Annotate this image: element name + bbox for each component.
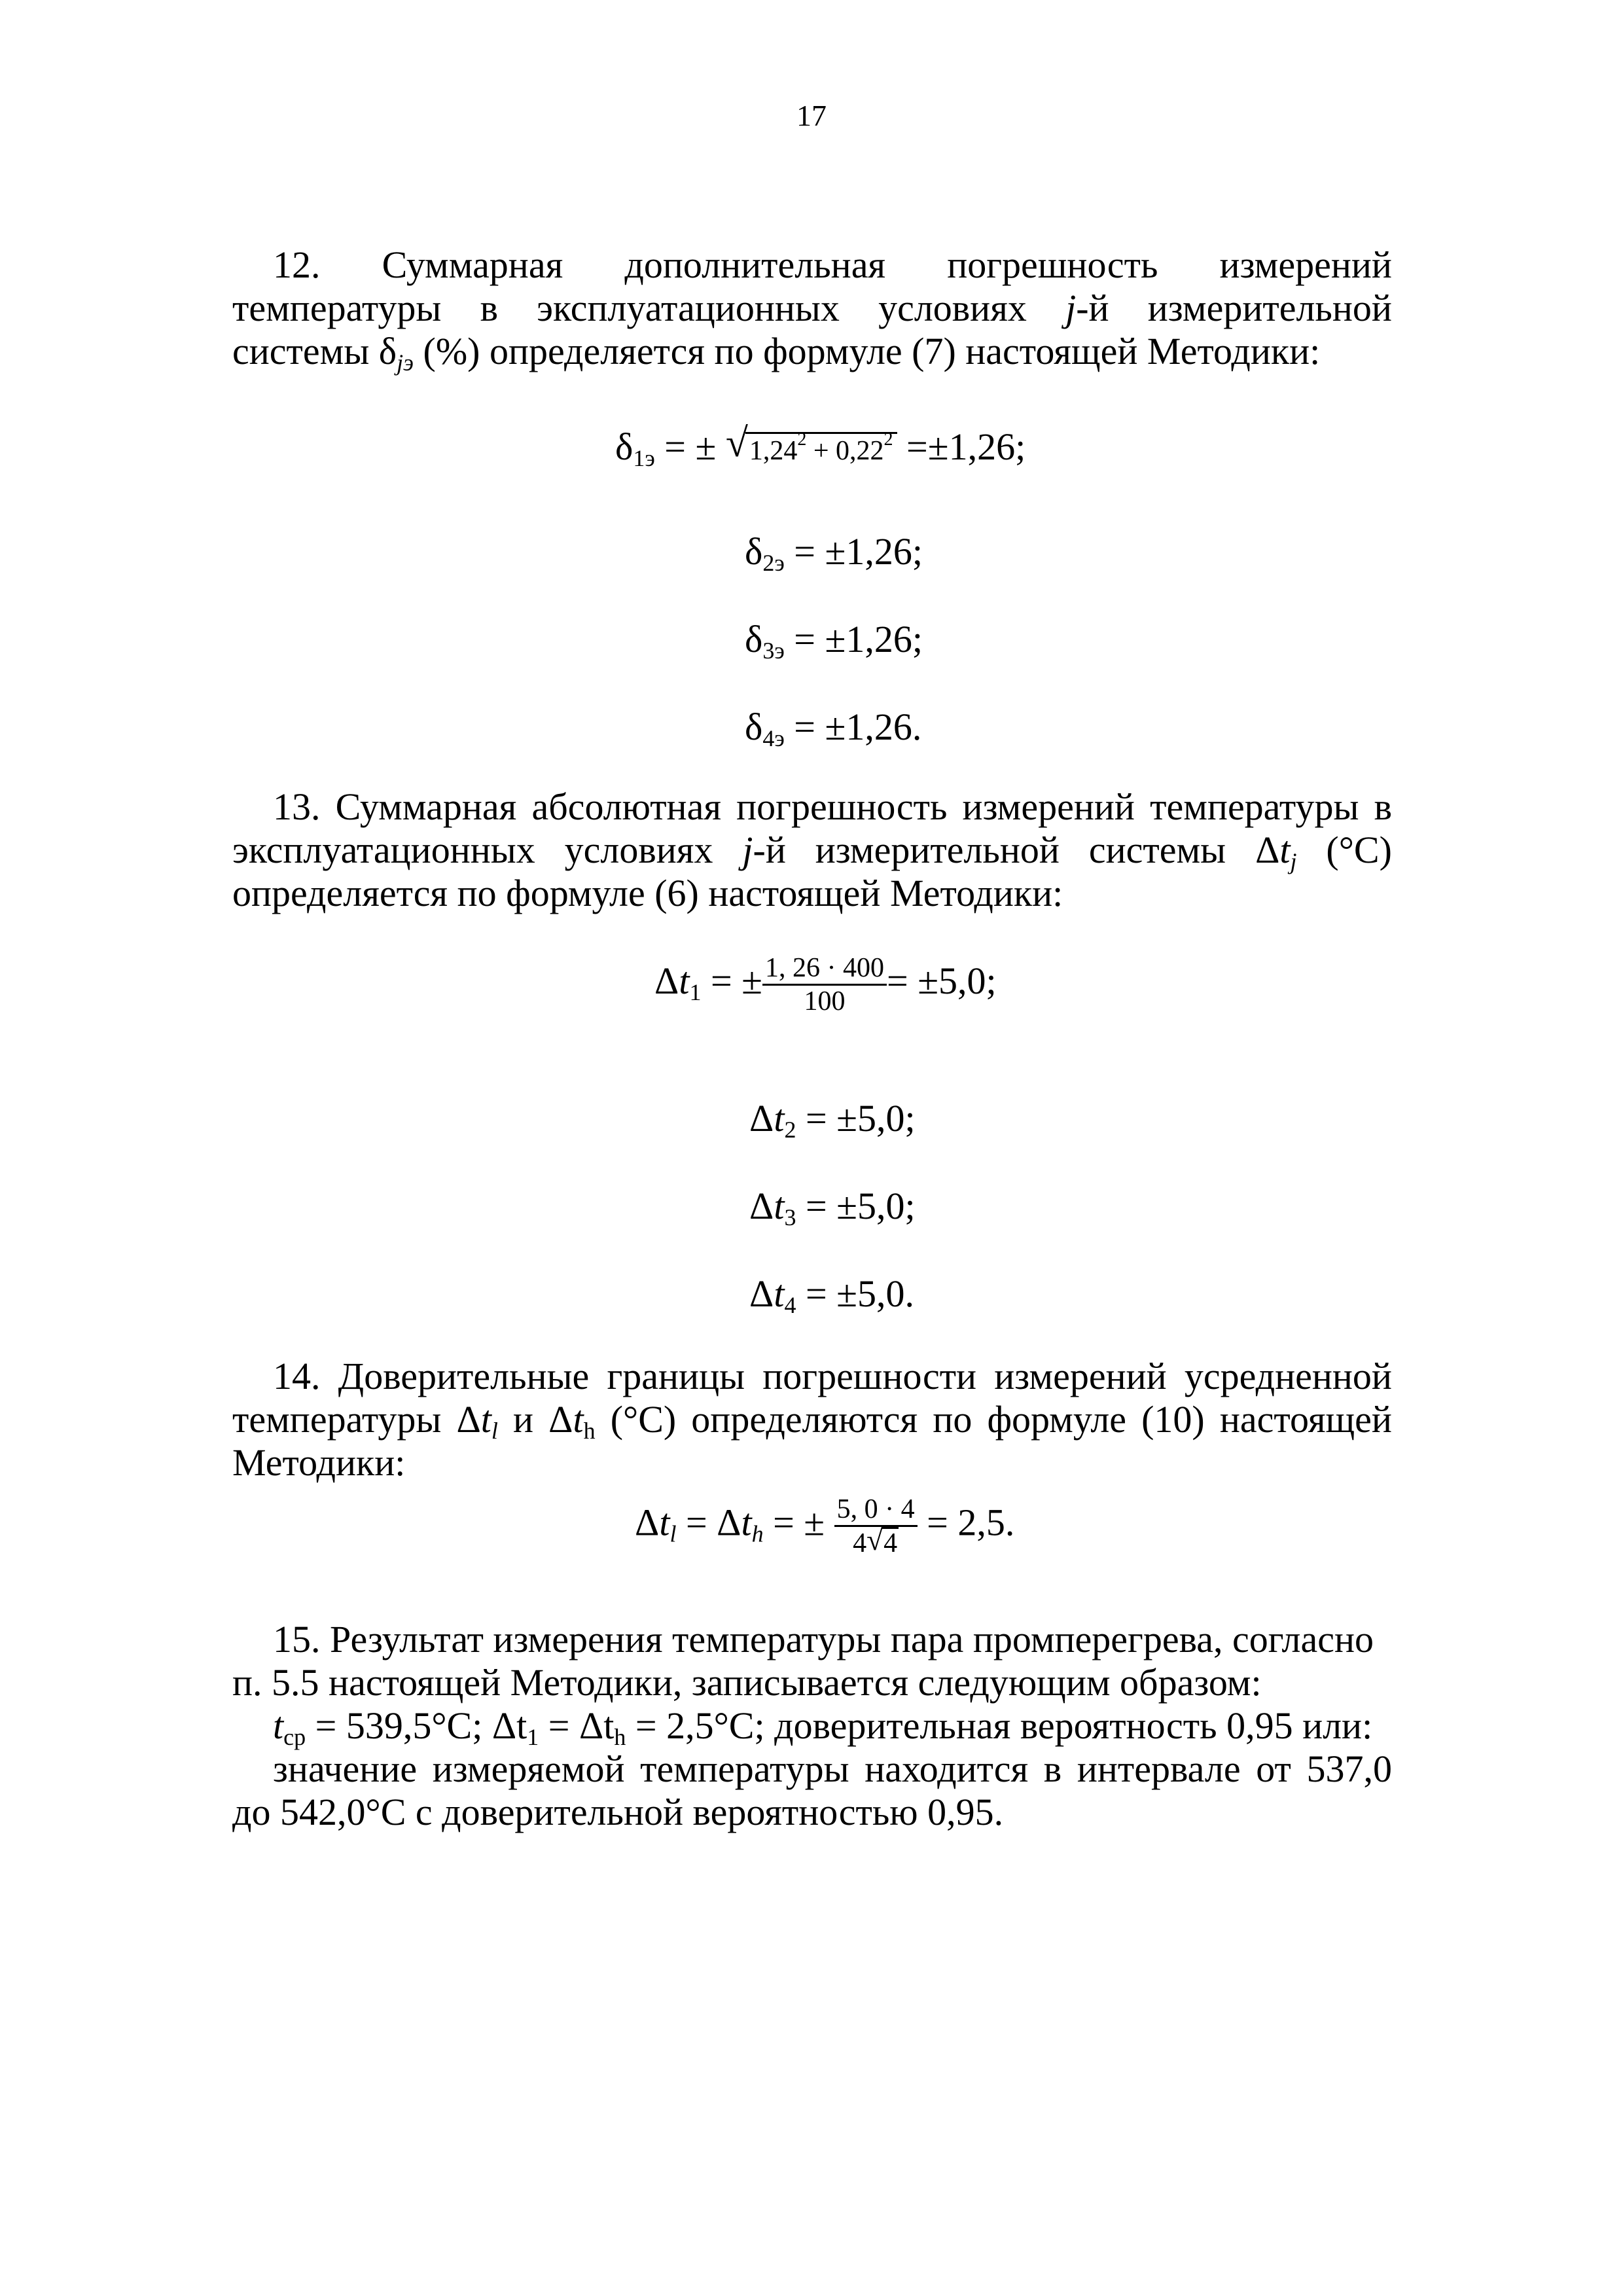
paragraph-14: [232, 1355, 1392, 1484]
fraction: $\frac{1, 26 \cdot 400}{100}$: [762, 952, 887, 1017]
equation-dt-2: $\Delta t_2 = \pm 5,0$;: [749, 1097, 916, 1143]
paragraph-13-line-1: 13. Суммарная абсолютная погрешность измерений температуры в: [273, 785, 1392, 828]
paragraph-14-line-1: 14. Доверительные границы погрешности измерений усредненной: [273, 1355, 1392, 1397]
paragraph-12: [232, 243, 1392, 376]
equation-delta-2: $\delta_{2э} = \pm 1,26$;: [745, 530, 923, 576]
equation-dt-3: $\Delta t_3 = \pm 5,0$;: [749, 1185, 916, 1230]
page-number: 17: [796, 99, 827, 132]
paragraph-15-line-4: значение измеряемой температуры находится в интервале от 537,0: [273, 1748, 1392, 1790]
paragraph-15-line-5: до 542,0°С с доверительной вероятностью 0,95.: [232, 1791, 1004, 1833]
equation-delta-3: $\delta_{3э} = \pm 1,26$;: [745, 618, 923, 664]
paragraph-13-line-2: эксплуатационных условиях j-й измерительной системы $\Delta t_j$ (°С): [232, 829, 1392, 874]
sqrt-expression: √ $1,24^2 + 0,22^2$: [726, 425, 897, 469]
equation-dt-4: $\Delta t_4 = \pm 5,0$.: [749, 1272, 914, 1318]
paragraph-12-line-3: системы $\delta_{jэ}$ (%) определяется по формуле (7) настоящей Методики:: [232, 330, 1321, 376]
paragraph-15-line-3: $t_{ср} = 539,5^\circ С$; $\Delta t_1 = \Delta t_h = 2,5^\circ С$; доверительная вероятность 0,95 или:: [273, 1704, 1373, 1750]
paragraph-14-line-2: температуры $\Delta t_l$ и $\Delta t_h$ (°С) определяются по формуле (10) настоящей: [232, 1398, 1392, 1444]
paragraph-15-line-2: п. 5.5 настоящей Методики, записывается следующим образом:: [232, 1661, 1262, 1704]
paragraph-15: [232, 1618, 1392, 1834]
paragraph-12-line-2: температуры в эксплуатационных условиях j-й измерительной: [232, 287, 1392, 329]
paragraph-12-line-1: 12. Суммарная дополнительная погрешность измерений: [273, 243, 1392, 286]
equation-confidence-bounds: $\Delta t_l = \Delta t_h$ = ± 5, 0 · 4 4 √ 4 = 2,5.: [635, 1494, 1015, 1558]
equation-dt-1: $\Delta t_1$ = ± $\frac{1, 26 \cdot 400}{100}$ = ±5,0;: [654, 953, 997, 1016]
paragraph-14-line-3: Методики:: [232, 1441, 406, 1484]
fraction: 5, 0 · 4 4 √ 4: [834, 1494, 918, 1559]
equation-delta-4: $\delta_{4э} = \pm 1,26$.: [745, 706, 922, 751]
equation-delta-1: $\delta_{1э}$ = ± √ $1,24^2 + 0,22^2 =\pm 1,26$;: [615, 421, 1026, 471]
paragraph-13-line-3: определяется по формуле (6) настоящей Методики:: [232, 872, 1063, 914]
paragraph-15-line-1: 15. Результат измерения температуры пара промперегрева, согласно: [273, 1618, 1374, 1660]
paragraph-13: [232, 785, 1392, 915]
